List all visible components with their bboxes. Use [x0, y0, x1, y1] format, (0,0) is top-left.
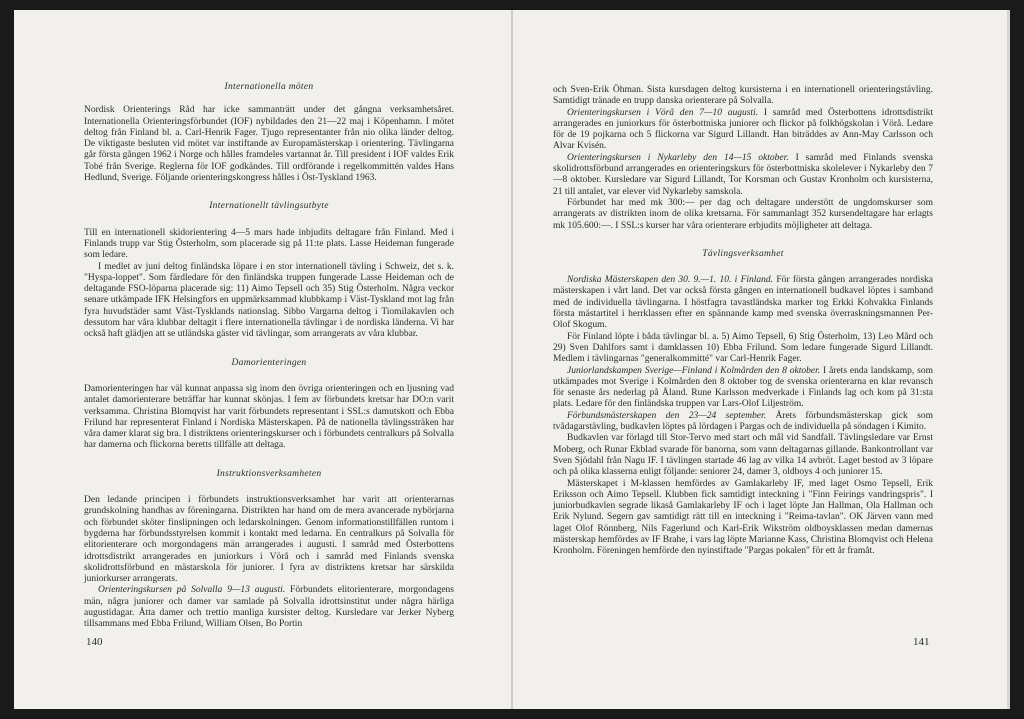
paragraph: Den ledande principen i förbundets instruktionsverksamhet har varit att orienterarnas grundskolning handhas av föreningarna. Distrikten har hand om de mera avancerade nybörjarna och förbundet sköter finslipningen och ledarskolningen. Genom informationstillfällen runtom i bygderna har förbundsstyrelsen kommit i kontakt med ledarna. En centralkurs på Solvalla för elitorienterare och morgondagens män arrangerades i augusti. I samråd med Österbottens idrottsdistrikt arrangerades en juniorkurs i Vörå och i samråd med Finlands svenska skolidrottsförbund en mästarskola för juniorer. I fyra av distriktens kretsar har särskilda juniorkurser arrangerats.	[84, 495, 454, 585]
paragraph: och Sven-Erik Öhman. Sista kursdagen deltog kursisterna i en internationell orienteringstävling. Samtidigt tränade en trupp danska orienterare på Solvalla.	[553, 85, 933, 107]
paragraph-text: För första gången arrangerades nordiska mästerskapen i vårt land. Det var också första gången en internationell budkavel löptes i samband med de individuella tävlingarna. I höstfagra tavastländska marker tog Erkki Kohvakka Finlands första mästartitel i herrklassen efter en spännande kamp med svenska överraskningsmannen Per-Olof Skogum.	[553, 275, 933, 331]
paragraph: För Finland löpte i båda tävlingar bl. a. 5) Aimo Tepsell, 6) Stig Österholm, 13) Leo Mård och 29) Sven Dahlfors samt i damklassen 10) Ebba Frilund. Som ledare fungerade Sigurd Lillandt. Medlem i tävlingarnas "generalkommitté" var Carl-Henrik Fager.	[553, 331, 933, 365]
paragraph-text: Förbundets elitorienterare, morgondagens män, några juniorer och damer var samlade på Solvalla idrottsinstitut under några härliga augustidagar. Åtta damer och trettio manliga kursister deltog. Kursledare var Jerker Nyberg tillsammans med Ebba Frilund, William Olsen, Bo Portin	[84, 585, 454, 630]
lead-paragraph	[553, 153, 933, 198]
page-number-left: 140	[86, 636, 103, 648]
paragraph: Budkavlen var förlagd till Stor-Tervo med start och mål vid Sandfall. Tävlingsledare var Ernst Moberg, och Runar Ekblad svarade för banorna, som vann deltagarnas gillande. Bankontrollant var Sven Sjödahl från Nagu IF. I tävlingen startade 46 lag av vilka 14 avbröt. Laget bestod av 3 löpare och på olika klasserna enligt följande: seniorer 24, damer 3, oldboys 4 och juniorer 15.	[553, 433, 933, 478]
paragraph: Damorienteringen har väl kunnat anpassa sig inom den övriga orienteringen och en ljusning vad antalet damorienterare beträffar har kunnat skönjas. I fem av förbundets kretsar har DO:n varit verksamma. Christina Blomqvist har varit förbundets representant i SSL:s damutskott och Ebba Frilund har representerat Finland i Nordiska Mästerskapen. På de nationella tävlingssträken har våra damer klarat sig bra. I distriktens orienteringskurser och i förbundets centralkurs på Solvalla har damerna och flickorna beretts tillfälle att deltaga.	[84, 383, 454, 451]
paragraph-lead: Nordiska Mästerskapen den 30. 9.—1. 10. i Finland.	[567, 275, 774, 286]
paragraph-lead: Orienteringskursen i Nykarleby den 14—15 oktober.	[567, 152, 789, 163]
section-heading-internationella-moten: Internationella möten	[224, 82, 314, 92]
left-page	[14, 10, 511, 709]
section-heading-tavlingsutbyte: Internationellt tävlingsutbyte	[209, 201, 329, 212]
page-edge	[1007, 10, 1010, 709]
section-heading-instruktionsverksamheten: Instruktionsverksamheten	[216, 468, 322, 479]
paragraph-lead: Orienteringskursen i Vörå den 7—10 augusti.	[567, 107, 759, 118]
paragraph-lead: Orienteringskursen på Solvalla 9—13 augusti.	[98, 585, 286, 596]
paragraph: Förbundet har med mk 300:— per dag och deltagare understött de ungdomskurser som arrangerats av distrikten inom de olika kretsarna. För sammanlagt 352 kursendeltagare har erlagts mk 105.600:—. I SSL:s kurser har våra orienterare erbjudits möjligheter att deltaga.	[553, 197, 933, 231]
lead-paragraph	[553, 366, 933, 411]
lead-paragraph	[553, 275, 933, 331]
page-number-right: 141	[913, 636, 930, 648]
lead-paragraph	[553, 411, 933, 434]
section-heading-damorienteringen: Damorienteringen	[231, 357, 307, 368]
lead-paragraph	[553, 108, 933, 153]
lead-paragraph	[84, 585, 454, 630]
right-text-column	[553, 85, 933, 558]
left-text-column	[84, 82, 454, 631]
right-page	[513, 10, 1007, 709]
paragraph: Nordisk Orienterings Råd har icke sammanträtt under det gångna verksamhetsåret. Internationella Orienteringsförbundet (IOF) nybildades den 21—22 maj i Köpenhamn. I mötet deltog från Finland bl. a. Carl-Henrik Fager. Tjugo representanter från nio olika länder deltog. De viktigaste besluten vid mötet var instiftande av Europamästerskap i orientering. Tävlingarna går första gången 1962 i Norge och hålles framdeles vartannat år. Till president i IOF valdes Erik Tobé från Sverige. Reglerna för IOF godkändes. Till ordförande i regelkommittén valdes Hans Hedlund, Sverige. Följande orienteringskongress hålles i Öst-Tyskland 1963.	[84, 105, 454, 184]
section-heading-tavlingsverksamhet: Tävlingsverksamhet	[702, 248, 784, 259]
paragraph-lead: Juniorlandskampen Sverige—Finland i Kolmården den 8 oktober.	[567, 365, 821, 376]
paragraph-text: I samråd med Österbottens idrottsdistrikt arrangerades en juniorkurs för österbottniska juniorer och flickor på folkhögskolan i Vörå. Ledare för de 19 pojkarna och 5 flickorna var Sigurd Lillandt. Han biträddes av Ann-May Carlsson och Alvar Kvisén.	[553, 107, 933, 152]
paragraph-text: I årets enda landskamp, som utkämpades mot Sverige i Kolmården den 8 oktober tog de svenska orienterarna en klar revansch för senaste års nederlag på Åland. Rune Karlsson medverkade i Finlands lag och kom på 31:sta plats. Ledare för den finländska truppen var Lars-Olof Liljeström.	[553, 365, 933, 410]
paragraph: I medlet av juni deltog finländska löpare i en stor internationell tävling i Schweiz, det s. k. "Hyspa-loppet". Som färdledare för den finländska truppen fungerade Lasse Heideman och de deltagande FSO-löparna placerade sig: 11) Aimo Tepsell och 35) Stig Österholm. Några veckor senare utkämpade IFK Helsingfors en uppmärksammad klubbkamp i Väst-Tyskland mot lag från fyra huvudstäder samt Väst-Tysklands nationslag. Sibbo Vargarna deltog i Tiomilakavlen och dessutom har våra klubbar deltagit i flere internationella tävlingar i de nordiska länderna. Vi har också haft glädjen att se utländska gäster vid tävlingar, som arrangerats av våra klubbar.	[84, 261, 454, 340]
paragraph-text: I samråd med Finlands svenska skolidrottsförbund arrangerades en orienteringskurs för österbottniska skolelever i Nykarleby den 7—8 oktober. Kursledare var Sigurd Lillandt, Tor Korsman och Gustav Kronholm och kursisterna, 21 till antalet, var elever vid Nykarleby samskola.	[553, 152, 933, 197]
paragraph: Till en internationell skidorientering 4—5 mars hade inbjudits deltagare från Finland. Med i Finlands trupp var Stig Österholm, som placerade sig på 11:te plats. Lasse Heideman fungerade som ledare.	[84, 227, 454, 261]
paragraph-lead: Förbundsmästerskapen den 23—24 september.	[567, 410, 767, 421]
paragraph-text: Årets förbundsmästerskap gick som tvådagarstävling, budkavlen löptes på lördagen i Pargas och de individuella på söndagen i Kimito.	[553, 410, 934, 433]
paragraph: Mästerskapet i M-klassen hemfördes av Gamlakarleby IF, med laget Osmo Tepsell, Erik Eriksson och Aimo Tepsell. Klubben fick samtidigt inteckning i "Finn Feirings vandringspris". I juniorbudkavlen segrade likaså Gamlakarleby IF och i laget löpte Jan Hallman, Ola Hallman och Erik Nylund. Segern gav samtidigt rätt till en inteckning i "Reima-tavlan". OK Järven vann med laget Olof Rönnberg, Nils Fagerlund och Karl-Erik Wikström oldboysklassen medan damernas mästerskap hemfördes av IF Brahe, i vars lag löpte Marianne Kass, Christina Blomqvist och Helena Kronholm. Föreningen hemförde den nyinstiftade "Pargas pokalen" för ett år framåt.	[553, 478, 933, 557]
